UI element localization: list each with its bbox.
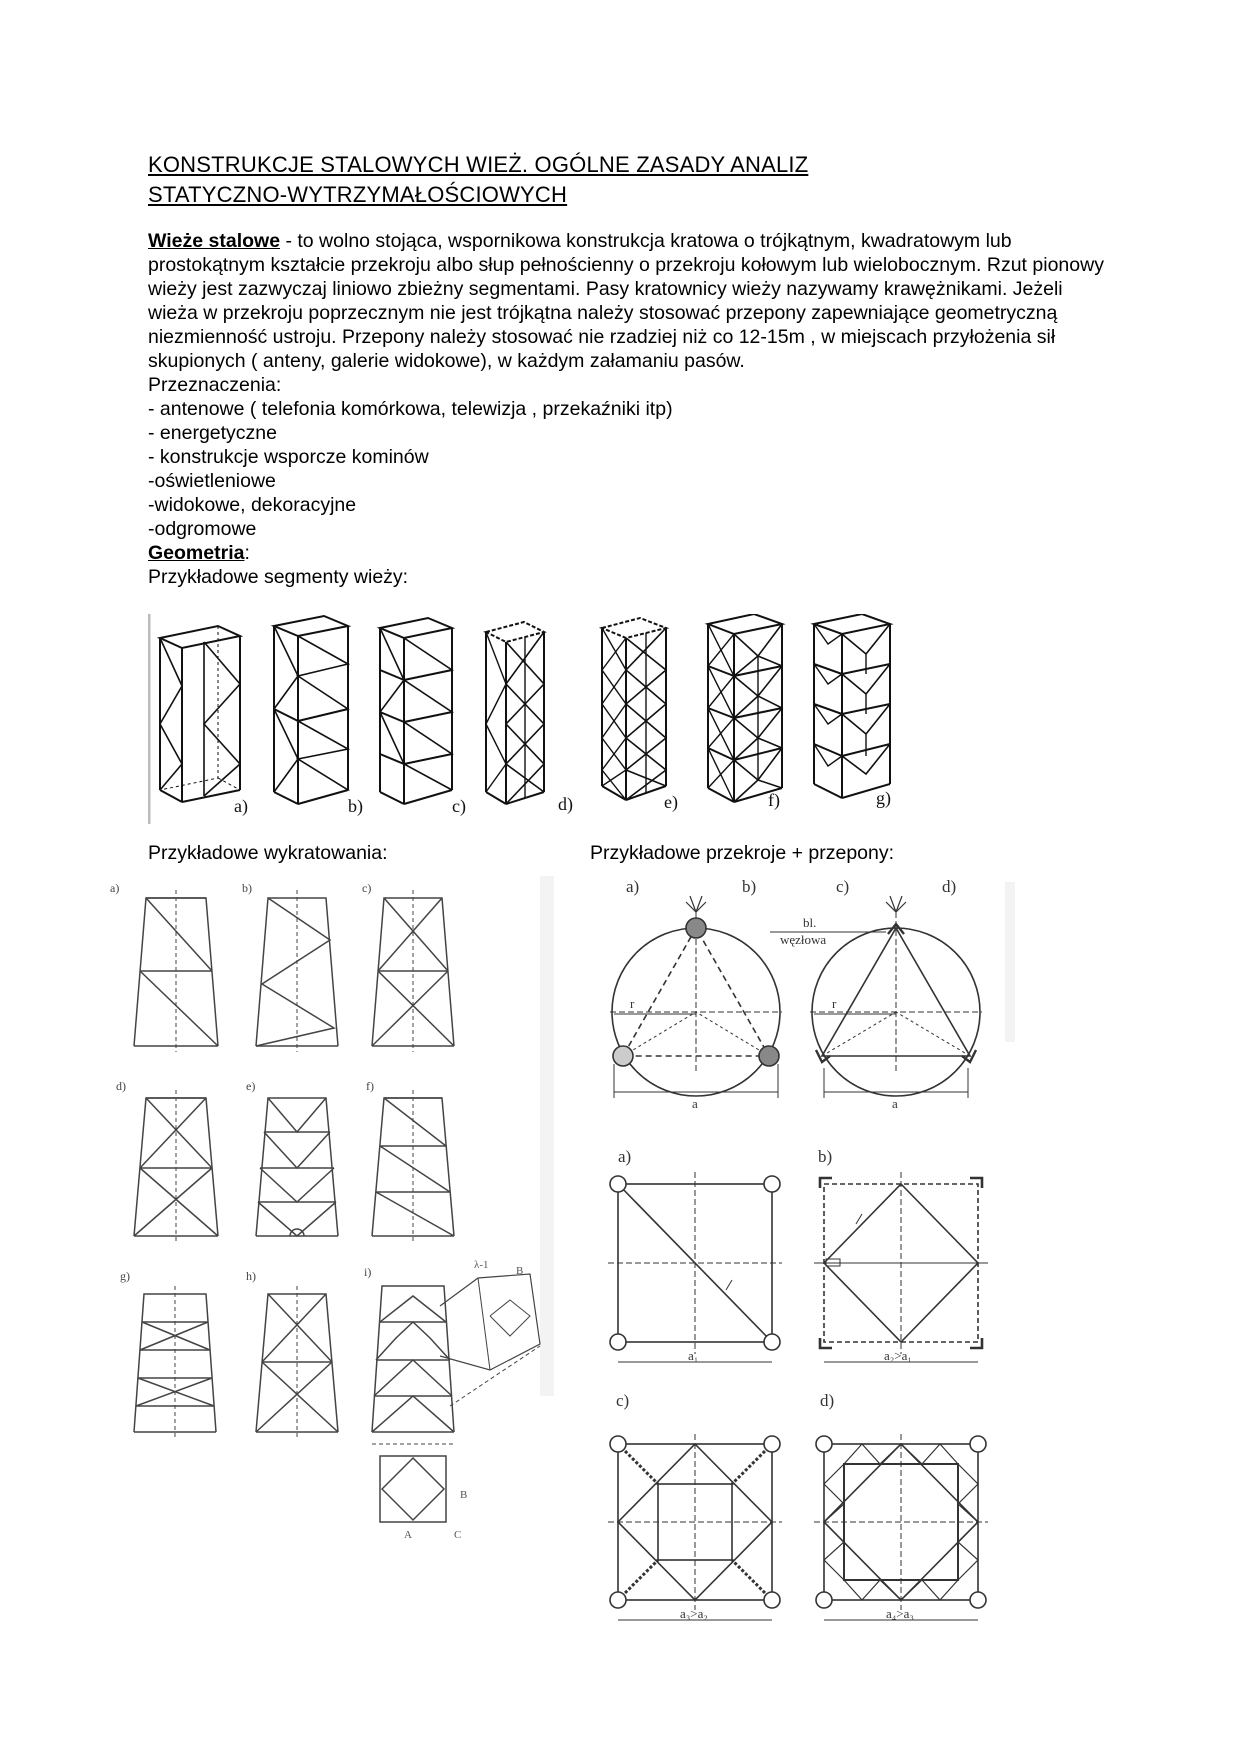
- square-letter-a: a): [618, 1147, 632, 1166]
- section-letter-c: c): [836, 877, 850, 896]
- definition-paragraph: [148, 229, 1108, 373]
- purpose-item: -oświetleniowe: [148, 470, 276, 492]
- geometry-colon: :: [244, 542, 250, 564]
- segment-letter-c: c): [452, 796, 466, 816]
- segment-letter-a: a): [234, 796, 248, 816]
- dim-a2-gt-a1: a₂>a₁: [884, 1348, 912, 1363]
- purpose-item: -widokowe, dekoracyjne: [148, 494, 357, 516]
- square-section-c: [608, 1434, 782, 1620]
- purpose-item: - antenowe ( telefonia komórkowa, telewizja , przekaźniki itp): [148, 398, 673, 420]
- bracing-letter-h: h): [246, 1269, 256, 1283]
- purpose-item: - konstrukcje wsporcze kominów: [148, 446, 429, 468]
- dim-a-left: a: [692, 1096, 698, 1111]
- dim-a4-gt-a3: a₄>a₃: [886, 1606, 914, 1621]
- segment-letter-e: e): [664, 792, 678, 812]
- bracing-letter-g: g): [120, 1269, 130, 1283]
- bracing-e: [256, 1098, 338, 1236]
- dim-a-right: a: [892, 1096, 898, 1111]
- segment-c: [380, 618, 452, 804]
- triangular-section-left: [610, 896, 782, 1098]
- square-letter-b: b): [818, 1147, 833, 1166]
- geometry-heading: [148, 541, 1108, 565]
- dim-r-right: r: [832, 996, 837, 1011]
- svg-text:λ-1: λ-1: [474, 1259, 489, 1271]
- segment-e: [602, 618, 666, 800]
- square-section-d: [814, 1434, 988, 1620]
- section-letter-a: a): [626, 877, 640, 896]
- bracing-label: Przykładowe wykratowania:: [148, 842, 388, 864]
- bracing-b: [256, 890, 338, 1052]
- bracing-letter-d: d): [116, 1079, 126, 1093]
- segment-letter-g: g): [876, 788, 891, 808]
- segment-g: [814, 614, 890, 798]
- segment-a: [160, 626, 240, 802]
- bracing-d: [134, 1090, 218, 1242]
- title-line-1: KONSTRUKCJE STALOWYCH WIEŻ. OGÓLNE ZASADY ANALIZ: [148, 152, 809, 177]
- bracing-letter-b: b): [242, 881, 252, 895]
- segment-b: [274, 616, 348, 804]
- bracing-g: [134, 1286, 216, 1438]
- segment-letter-b: b): [348, 796, 363, 816]
- svg-text:A: A: [404, 1529, 412, 1541]
- segment-letter-d: d): [558, 794, 573, 814]
- section-letter-b: b): [742, 877, 757, 896]
- purpose-item: - energetyczne: [148, 422, 277, 444]
- bracing-letter-c: c): [362, 881, 372, 895]
- node-plate-label-2: węzłowa: [780, 932, 827, 947]
- document-title: [148, 150, 1088, 210]
- segment-d: [486, 622, 544, 804]
- cross-sections-figure: [600, 872, 1020, 1632]
- bracing-patterns-figure: [110, 876, 560, 1556]
- title-line-2: STATYCZNO-WYTRZYMAŁOŚCIOWYCH: [148, 182, 568, 207]
- bracing-letter-a: a): [110, 881, 120, 895]
- svg-text:C: C: [454, 1529, 462, 1541]
- bracing-h: [256, 1286, 338, 1438]
- purpose-item: -odgromowe: [148, 518, 257, 540]
- bracing-c: [372, 890, 454, 1052]
- square-letter-c: c): [616, 1391, 630, 1410]
- node-plate-label-1: bl.: [803, 915, 817, 930]
- square-section-b: [814, 1172, 988, 1362]
- segments-label: Przykładowe segmenty wieży:: [148, 566, 409, 588]
- dim-r-left: r: [630, 996, 635, 1011]
- svg-text:B: B: [460, 1489, 468, 1501]
- dim-a1: a₁: [688, 1348, 699, 1363]
- dim-a3-gt-a2: a₃>a₂: [680, 1606, 708, 1621]
- sections-label: Przykładowe przekroje + przepony:: [590, 842, 895, 864]
- definition-text: - to wolno stojąca, wspornikowa konstrukcja kratowa o trójkątnym, kwadratowym lub prostokątnym kształcie przekroju albo słup pełnościenny o przekroju kołowym lub wielobocznym. Rzut pionowy wieży jest zazwyczaj liniowo zbieżny segmentami. Pasy kratownicy wieży nazywamy krawężnikami. Jeżeli wieża w przekroju poprzecznym nie jest trójkątna należy stosować przepony zapewniające geometryczną niezmienność ustroju. Przepony należy stosować nie rzadziej niż co 12-15m , w miejscach przyłożenia sił skupionych ( anteny, galerie widokowe), w każdym załamaniu pasów.: [148, 230, 1104, 372]
- tower-segments-figure: [148, 614, 948, 824]
- triangular-section-right: [770, 896, 982, 1098]
- bracing-f: [372, 1090, 454, 1242]
- purposes-label: Przeznaczenia:: [148, 374, 282, 396]
- bracing-letter-f: f): [366, 1079, 374, 1093]
- bracing-a: [134, 890, 218, 1052]
- bracing-i: [372, 1259, 540, 1541]
- square-section-a: [608, 1172, 782, 1362]
- section-letter-d: d): [942, 877, 957, 896]
- geometry-term: Geometria: [148, 542, 245, 564]
- bracing-letter-e: e): [246, 1079, 256, 1093]
- segment-letter-f: f): [768, 790, 780, 810]
- square-letter-d: d): [820, 1391, 835, 1410]
- segment-f: [708, 614, 782, 802]
- definition-term: Wieże stalowe: [148, 230, 281, 252]
- svg-text:B: B: [516, 1265, 524, 1277]
- bracing-letter-i: i): [364, 1265, 372, 1279]
- body-text: [148, 229, 1108, 589]
